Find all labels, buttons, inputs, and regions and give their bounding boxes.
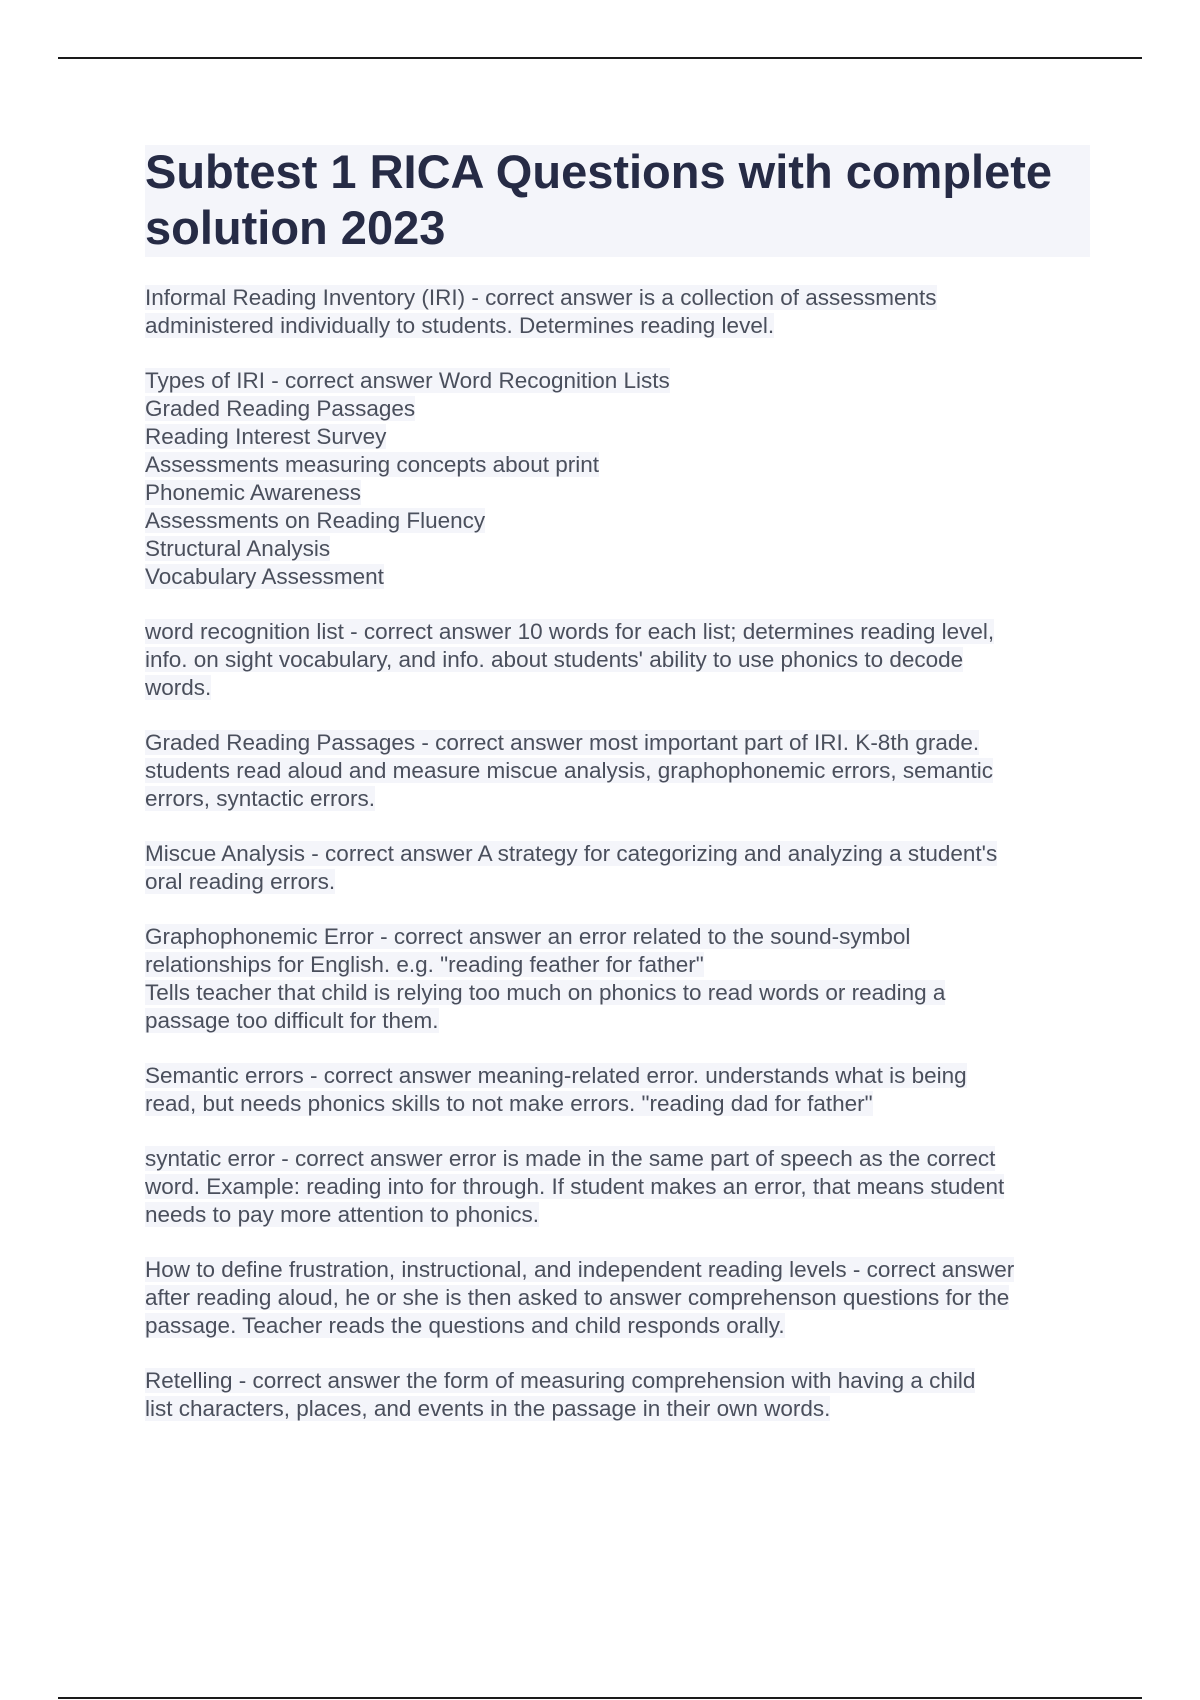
entry-text: Informal Reading Inventory (IRI) - correct answer is a collection of assessments administered individually to students. Determines reading level.	[145, 285, 937, 338]
entry-text: Miscue Analysis - correct answer A strategy for categorizing and analyzing a student's oral reading errors.	[145, 841, 998, 894]
entry-miscue-analysis	[145, 840, 1095, 896]
entry-retelling	[145, 1367, 1095, 1423]
entry-text: Retelling - correct answer the form of measuring comprehension with having a child list characters, places, and events in the passage in their own words.	[145, 1368, 976, 1421]
entry-semantic-errors	[145, 1062, 1095, 1118]
entry-reading-levels	[145, 1256, 1095, 1340]
footer-rule	[58, 1697, 1142, 1699]
document-body	[145, 284, 1095, 1450]
entry-graphophonemic-error	[145, 923, 1095, 1035]
entry-text: word recognition list - correct answer 10 words for each list; determines reading level, info. on sight vocabulary, and info. about students' ability to use phonics to decode words.	[145, 619, 995, 700]
entry-text: How to define frustration, instructional, and independent reading levels - correct answer after reading aloud, he or she is then asked to answer comprehenson questions for the passage. Teacher reads the questions and child responds orally.	[145, 1257, 1015, 1338]
entry-word-recognition-list	[145, 618, 1095, 702]
entry-text: syntatic error - correct answer error is made in the same part of speech as the correct word. Example: reading into for through. If student makes an error, that means student needs to pay more attention to phonics.	[145, 1146, 1005, 1227]
entry-graded-reading-passages	[145, 729, 1095, 813]
entry-text: Types of IRI - correct answer Word Recognition Lists Graded Reading Passages Reading Interest Survey Assessments measuring concepts about print Phonemic Awareness Assessments on Reading Fluency Structural Analysis Vocabulary Assessment	[145, 368, 670, 589]
entry-text: Graded Reading Passages - correct answer most important part of IRI. K-8th grade. students read aloud and measure miscue analysis, graphophonemic errors, semantic errors, syntactic errors.	[145, 730, 993, 811]
entry-text: Semantic errors - correct answer meaning-related error. understands what is being read, but needs phonics skills to not make errors. "reading dad for father"	[145, 1063, 967, 1116]
entry-text: Graphophonemic Error - correct answer an error related to the sound-symbol relationships for English. e.g. "reading feather for father" Tells teacher that child is relying too much on phonics to read words or reading a passage too difficult for them.	[145, 924, 946, 1033]
entry-syntatic-error	[145, 1145, 1095, 1229]
entry-informal-reading-inventory	[145, 284, 1095, 340]
entry-types-of-iri	[145, 367, 1095, 591]
header-rule	[58, 57, 1142, 59]
document-title: Subtest 1 RICA Questions with complete solution 2023	[145, 145, 1053, 254]
